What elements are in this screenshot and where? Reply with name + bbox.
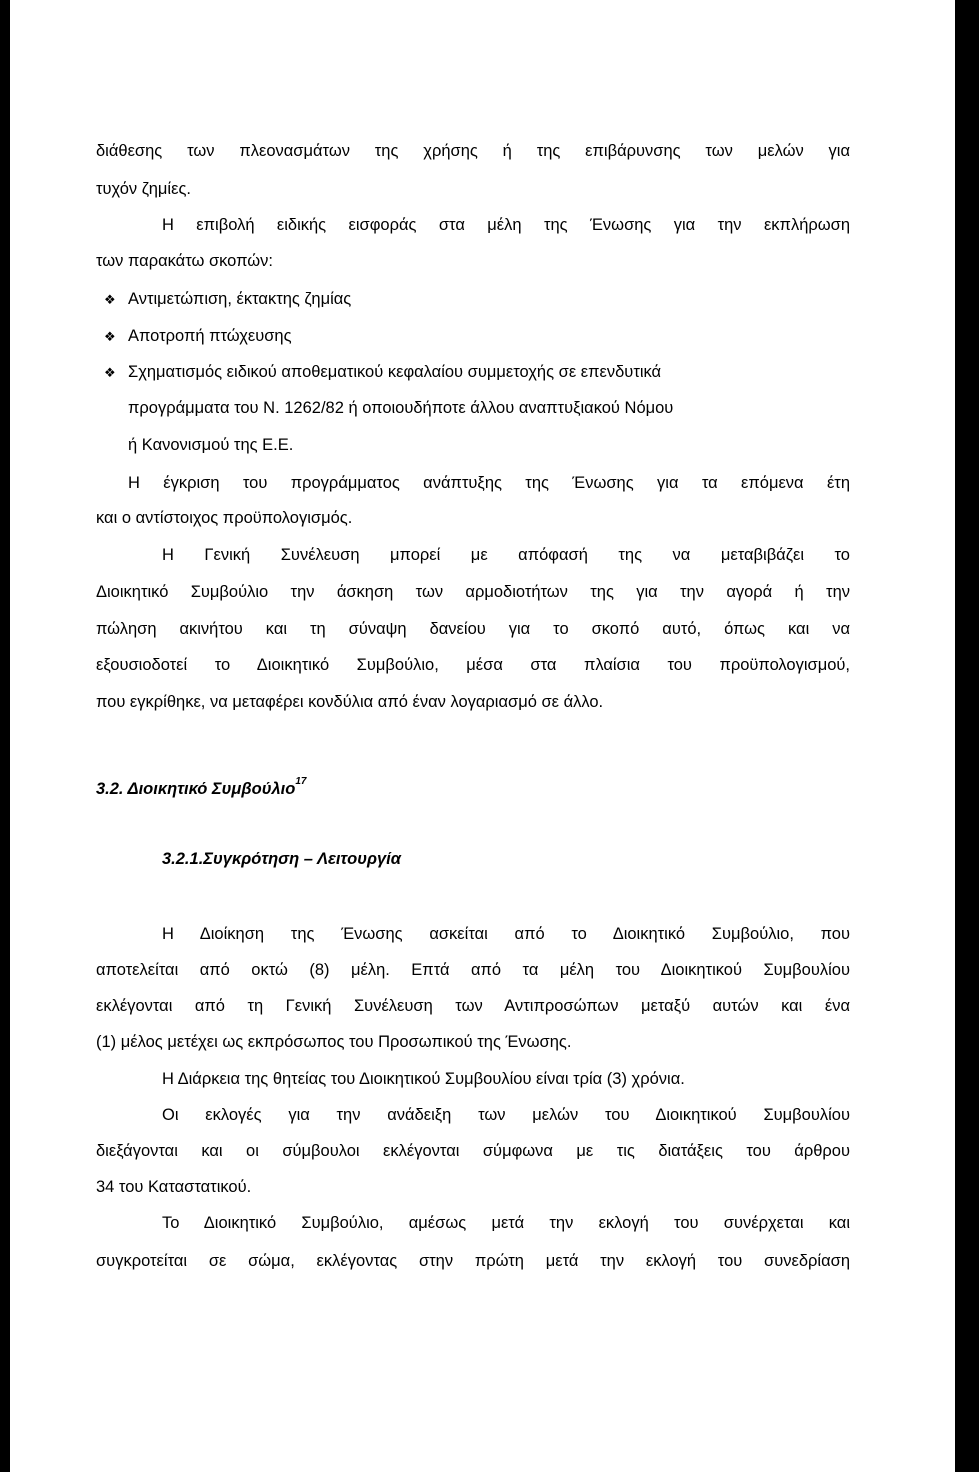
paragraph-line: Η Διοίκηση της Ένωσης ασκείται από το Διοικητικό Συμβούλιο, που <box>162 925 850 943</box>
bullet-item <box>104 290 351 309</box>
paragraph-line: Η Διάρκεια της θητείας του Διοικητικού Συμβουλίου είναι τρία (3) χρόνια. <box>162 1070 685 1088</box>
bullet-text: Αντιμετώπιση, έκτακτης ζημίας <box>128 290 352 308</box>
bullet-item <box>104 327 292 346</box>
paragraph-line: Η επιβολή ειδικής εισφοράς στα μέλη της Ένωσης για την εκπλήρωση <box>162 216 850 234</box>
paragraph-line: Διοικητικό Συμβούλιο την άσκηση των αρμοδιοτήτων της για την αγορά ή την <box>96 583 850 601</box>
paragraph-line: των παρακάτω σκοπών: <box>96 252 273 270</box>
section-heading: 3.2. Διοικητικό Συμβούλιο$^{17}$ <box>96 776 307 798</box>
bullet-diamond-icon: ❖ <box>104 292 116 307</box>
subsection-heading: 3.2.1.Συγκρότηση – Λειτουργία <box>162 850 401 868</box>
paragraph-line: 34 του Καταστατικού. <box>96 1178 252 1196</box>
footnote-marker: 17 <box>295 776 307 787</box>
paragraph-line: τυχόν ζημίες. <box>96 180 191 198</box>
paragraph-line: Η έγκριση του προγράμματος ανάπτυξης της Ένωσης για τα επόμενα έτη <box>128 474 850 492</box>
paragraph-line: διάθεσης των πλεονασμάτων της χρήσης ή της επιβάρυνσης των μελών για <box>96 142 850 160</box>
paragraph-line: Οι εκλογές για την ανάδειξη των μελών του Διοικητικού Συμβουλίου <box>162 1106 850 1124</box>
bullet-text: Σχηματισμός ειδικού αποθεματικού κεφαλαίου συμμετοχής σε επενδυτικά <box>128 363 662 381</box>
bullet-item <box>104 363 661 382</box>
paragraph-line: και ο αντίστοιχος προϋπολογισμός. <box>96 509 353 527</box>
paragraph-line: αποτελείται από οκτώ (8) μέλη. Επτά από τα μέλη του Διοικητικού Συμβουλίου <box>96 961 850 979</box>
paragraph-line: πώληση ακινήτου και τη σύναψη δανείου για το σκοπό αυτό, όπως και να <box>96 620 850 638</box>
paragraph-line: που εγκρίθηκε, να μεταφέρει κονδύλια από έναν λογαριασμό σε άλλο. <box>96 693 604 711</box>
paragraph-line: εκλέγονται από τη Γενική Συνέλευση των Αντιπροσώπων μεταξύ αυτών και ένα <box>96 997 850 1015</box>
paragraph-line: διεξάγονται και οι σύμβουλοι εκλέγονται σύμφωνα με τις διατάξεις του άρθρου <box>96 1142 850 1160</box>
bullet-continuation: ή Κανονισμού της Ε.Ε. <box>128 436 294 454</box>
paragraph-line: Η Γενική Συνέλευση μπορεί με απόφασή της να μεταβιβάζει το <box>162 546 850 564</box>
bullet-diamond-icon: ❖ <box>104 365 116 380</box>
bullet-text: Αποτροπή πτώχευσης <box>128 327 292 345</box>
paragraph-line: (1) μέλος μετέχει ως εκπρόσωπος του Προσωπικού της Ένωσης. <box>96 1033 572 1051</box>
paragraph-line: συγκροτείται σε σώμα, εκλέγοντας στην πρώτη μετά την εκλογή του συνεδρίαση <box>96 1252 850 1270</box>
bullet-diamond-icon: ❖ <box>104 329 116 344</box>
paragraph-line: Το Διοικητικό Συμβούλιο, αμέσως μετά την εκλογή του συνέρχεται και <box>162 1214 850 1232</box>
document-page <box>10 0 955 1472</box>
paragraph-line: εξουσιοδοτεί το Διοικητικό Συμβούλιο, μέσα στα πλαίσια του προϋπολογισμού, <box>96 656 850 674</box>
bullet-continuation: προγράμματα του Ν. 1262/82 ή οποιουδήποτε άλλου αναπτυξιακού Νόμου <box>128 399 674 417</box>
